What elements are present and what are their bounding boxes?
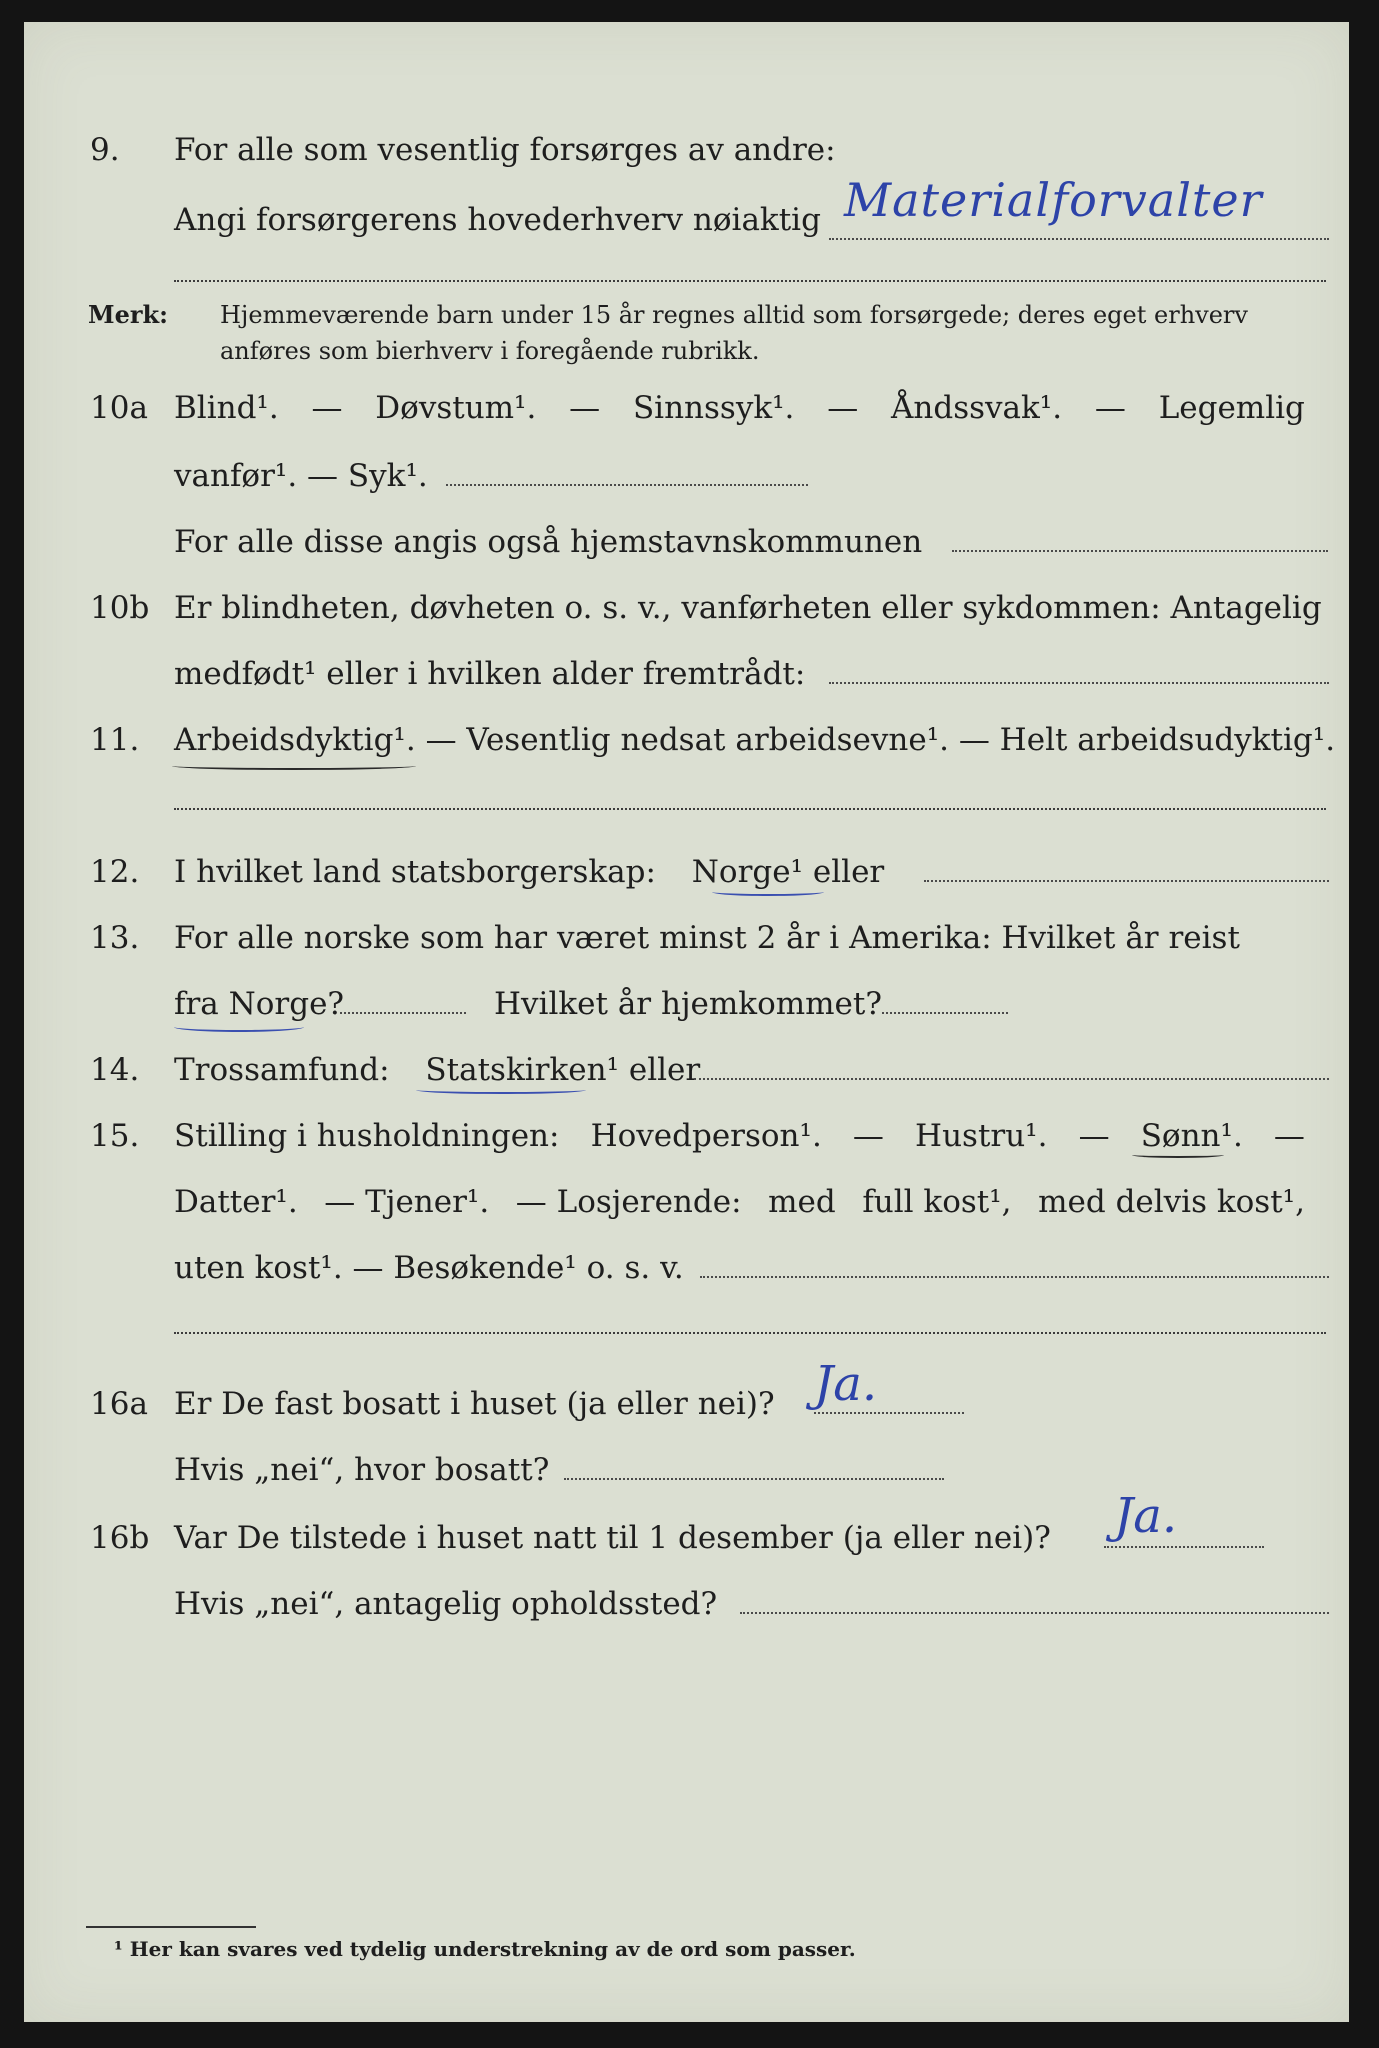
q12-answer-line [924,880,1329,882]
q15-line1 [174,1116,1305,1156]
q9-extra-line [174,280,1326,282]
q11-line [174,720,1335,760]
q10a-dash: — [569,390,601,426]
q14-underline-mark [416,1086,586,1094]
q10a-number: 10a [90,390,148,426]
q12-line [174,852,884,892]
q10a-opt-andssvak: Åndssvak¹. [891,390,1063,426]
q15-number: 15. [90,1118,140,1154]
q15-med: med [768,1184,836,1220]
q15-dash: — [852,1118,884,1154]
q10a-opt-sinnssyk: Sinnssyk¹. [632,390,795,426]
q15-answer-line [700,1276,1329,1278]
q13-line2b: Hvilket år hjemkommet? [494,986,882,1022]
q10a-line3: For alle disse angis også hjemstavnskommunen [174,524,923,560]
q11-underline-mark [172,762,416,770]
q13-underline-mark [174,1022,304,1032]
q16b-line2: Hvis „nei“, antagelig opholdssted? [174,1586,718,1622]
q15-opt-datter: Datter¹. [174,1184,298,1220]
q13-reist-line [340,1012,466,1014]
q9-handwritten-answer: Materialforvalter [844,173,1263,227]
merk-line2: anføres som bierhverv i foregående rubrikk. [220,337,760,365]
merk-line1: Hjemmeværende barn under 15 år regnes alltid som forsørgede; deres eget erhverv [220,301,1248,329]
q9-line1: For alle som vesentlig forsørges av andre: [174,132,836,168]
q16b-number: 16b [90,1520,150,1556]
q16b-answer-line [1104,1546,1264,1548]
q10a-syk-line [446,484,808,486]
q15-line3: uten kost¹. — Besøkende¹ o. s. v. [174,1250,684,1286]
q15-line2 [174,1182,1305,1222]
q9-line2: Angi forsørgerens hovederhverv nøiaktig [174,202,821,238]
q10a-line2: vanfør¹. — Syk¹. [174,458,428,494]
q11-rest: — Vesentlig nedsat arbeidsevne¹. — Helt arbeidsudyktig¹. [425,722,1336,758]
q10b-line1: Er blindheten, døvheten o. s. v., vanførheten eller sykdommen: Antagelig [174,590,1322,626]
q15-opt-full-kost: full kost¹, [862,1184,1012,1220]
q15-dash: — [1273,1118,1305,1154]
q15-opt-delvis-kost: med delvis kost¹, [1038,1184,1305,1220]
q14-answer-line [694,1078,1329,1080]
q15-dash: — [1078,1118,1110,1154]
q15-extra-line [174,1332,1326,1334]
q16b-line1: Var De tilstede i huset natt til 1 desember (ja eller nei)? [174,1520,1051,1556]
q10a-dash: — [311,390,343,426]
merk-label: Merk: [88,300,168,329]
q10a-opt-legemlig: Legemlig [1158,390,1305,426]
q10a-dash: — [827,390,859,426]
q10a-line1 [174,388,1305,428]
q14-line [174,1050,700,1090]
q12-text: I hvilket land statsborgerskap: [174,854,656,890]
q15-opt-tjener: — Tjener¹. [324,1184,490,1220]
q15-losjerende: — Losjerende: [515,1184,742,1220]
q15-opt-hovedperson: Hovedperson¹. [590,1118,822,1154]
q14-opt-statskirken: Statskirken¹ [425,1052,619,1088]
q16b-handwritten-answer: Ja. [1114,1488,1178,1544]
q16a-line1: Er De fast bosatt i huset (ja eller nei)? [174,1386,775,1422]
q12-number: 12. [90,854,140,890]
q12-opt-norge: Norge¹ [691,854,804,890]
q11-opt-arbeidsdyktig: Arbeidsdyktig¹. [174,722,416,758]
q16a-number: 16a [90,1386,148,1422]
q15-label: Stilling i husholdningen: [174,1118,560,1154]
q10a-opt-blind: Blind¹. [174,390,279,426]
q13-line1: For alle norske som har været minst 2 år i Amerika: Hvilket år reist [174,920,1240,956]
q15-underline-mark [1132,1152,1224,1158]
q14-number: 14. [90,1052,140,1088]
q16a-handwritten-answer: Ja. [814,1356,878,1412]
q13-number: 13. [90,920,140,956]
q16b-opholdssted-line [740,1612,1329,1614]
q14-tail: eller [628,1052,701,1088]
q10b-answer-line [829,682,1329,684]
q15-opt-hustru: Hustru¹. [915,1118,1048,1154]
census-form-page [24,22,1349,2022]
q16a-bosatt-line [564,1478,944,1480]
q16a-line2: Hvis „nei“, hvor bosatt? [174,1452,550,1488]
q11-number: 11. [90,722,140,758]
footnote-rule [86,1926,256,1928]
q12-tail: eller [812,854,885,890]
q10b-number: 10b [90,590,150,626]
q10b-line2: medfødt¹ eller i hvilken alder fremtrådt: [174,656,806,692]
q12-underline-mark [712,888,824,896]
q10a-kommune-line [952,550,1328,552]
q10a-opt-dovstum: Døvstum¹. [375,390,537,426]
q15-opt-sonn: Sønn¹. [1140,1118,1243,1154]
q13-hjemkommet-line [882,1012,1008,1014]
q16a-answer-line [814,1412,964,1414]
q9-number: 9. [90,132,120,168]
q9-answer-line [829,238,1329,240]
q13-line2a: fra Norge? [174,986,345,1022]
q14-text: Trossamfund: [174,1052,390,1088]
footnote: ¹ Her kan svares ved tydelig understrekning av de ord som passer. [114,1937,856,1961]
q11-extra-line [174,808,1326,810]
q10a-dash: — [1094,390,1126,426]
